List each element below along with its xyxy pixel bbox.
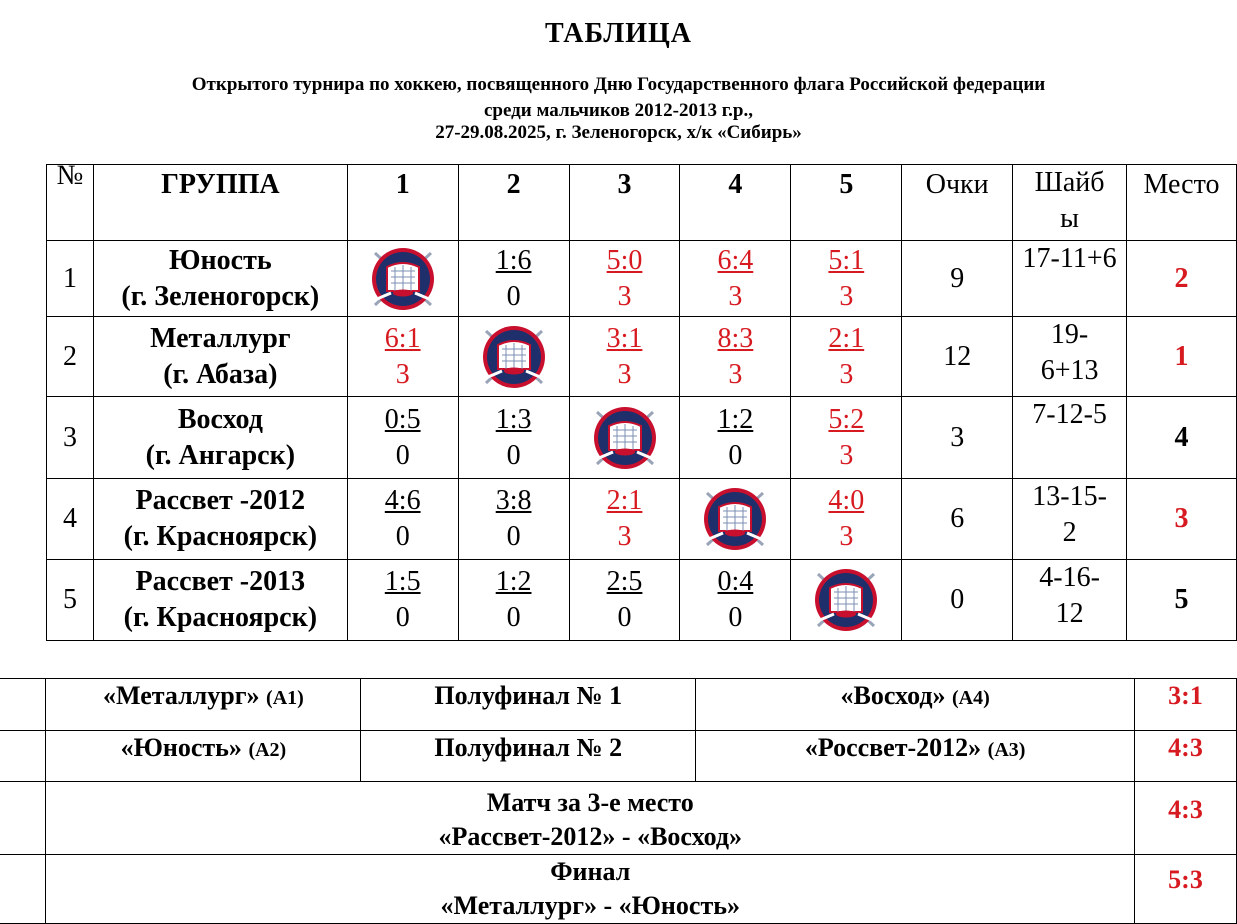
spacer xyxy=(0,855,46,924)
team-number: 3 xyxy=(47,397,94,479)
team-number: 2 xyxy=(47,317,94,397)
team-goals: 17-11+6 xyxy=(1013,241,1127,317)
match-result-cell: 1:3 0 xyxy=(458,397,569,479)
team-row xyxy=(47,560,1237,641)
team-row xyxy=(47,479,1237,560)
third-place-result: 4:3 xyxy=(1135,782,1237,855)
match-result-cell: 6:1 3 xyxy=(347,317,458,397)
col-1: 1 xyxy=(347,165,458,241)
self-match-cell xyxy=(680,479,791,560)
sf2-left: «Юность» (А2) xyxy=(46,731,361,782)
team-row xyxy=(47,397,1237,479)
match-result-cell: 1:6 0 xyxy=(458,241,569,317)
match-result-cell: 2:5 0 xyxy=(569,560,680,641)
self-match-cell xyxy=(458,317,569,397)
team-goals: 4-16- 12 xyxy=(1013,560,1127,641)
team-place: 5 xyxy=(1127,560,1237,641)
col-num: № xyxy=(47,165,94,241)
match-result-cell: 2:1 3 xyxy=(791,317,902,397)
sf1-label: Полуфинал № 1 xyxy=(361,679,696,731)
subtitle-line-2: среди мальчиков 2012-2013 г.р., xyxy=(483,100,753,121)
col-points: Очки xyxy=(902,165,1013,241)
self-match-cell xyxy=(569,397,680,479)
team-name-cell: Юность (г. Зеленогорск) xyxy=(93,241,347,317)
team-place: 4 xyxy=(1127,397,1237,479)
third-place-row xyxy=(0,782,1237,855)
team-points: 12 xyxy=(902,317,1013,397)
hockey-logo-icon xyxy=(478,321,550,393)
team-goals: 7-12-5 xyxy=(1013,397,1127,479)
sf1-right: «Восход» (А4) xyxy=(696,679,1135,731)
match-result-cell: 0:5 0 xyxy=(347,397,458,479)
team-row xyxy=(47,317,1237,397)
team-number: 1 xyxy=(47,241,94,317)
sf2-right: «Россвет-2012» (А3) xyxy=(696,731,1135,782)
subtitle-line-3: 27-29.08.2025, г. Зеленогорск, х/к «Сибирь» xyxy=(435,122,802,143)
self-match-cell xyxy=(347,241,458,317)
team-place: 2 xyxy=(1127,241,1237,317)
team-goals: 13-15- 2 xyxy=(1013,479,1127,560)
third-place-match: Матч за 3-е место «Рассвет-2012» - «Восход» xyxy=(46,782,1135,855)
team-place: 1 xyxy=(1127,317,1237,397)
team-points: 6 xyxy=(902,479,1013,560)
team-name-cell: Рассвет -2013 (г. Красноярск) xyxy=(93,560,347,641)
team-number: 4 xyxy=(47,479,94,560)
col-3: 3 xyxy=(569,165,680,241)
semifinal-1-row xyxy=(0,679,1237,731)
team-name-cell: Восход (г. Ангарск) xyxy=(93,397,347,479)
team-name-cell: Рассвет -2012 (г. Красноярск) xyxy=(93,479,347,560)
spacer xyxy=(0,782,46,855)
match-result-cell: 1:5 0 xyxy=(347,560,458,641)
team-points: 0 xyxy=(902,560,1013,641)
hockey-logo-icon xyxy=(589,402,661,474)
sf1-left: «Металлург» (А1) xyxy=(46,679,361,731)
subtitle-line-1: Открытого турнира по хоккею, посвященного Дню Государственного флага Российской федерации xyxy=(191,74,1046,95)
hockey-logo-icon xyxy=(367,243,439,315)
hockey-logo-icon xyxy=(699,483,771,555)
match-result-cell: 0:4 0 xyxy=(680,560,791,641)
team-place: 3 xyxy=(1127,479,1237,560)
spacer xyxy=(0,731,46,782)
match-result-cell: 5:0 3 xyxy=(569,241,680,317)
match-result-cell: 5:1 3 xyxy=(791,241,902,317)
team-number: 5 xyxy=(47,560,94,641)
col-place: Место xyxy=(1127,165,1237,241)
match-result-cell: 1:2 0 xyxy=(458,560,569,641)
col-5: 5 xyxy=(791,165,902,241)
header-row xyxy=(47,165,1237,241)
spacer xyxy=(0,679,46,731)
final-result: 5:3 xyxy=(1135,855,1237,924)
match-result-cell: 3:8 0 xyxy=(458,479,569,560)
team-name-cell: Металлург (г. Абаза) xyxy=(93,317,347,397)
team-row xyxy=(47,241,1237,317)
page-title: ТАБЛИЦА xyxy=(545,18,692,49)
match-result-cell: 3:1 3 xyxy=(569,317,680,397)
match-result-cell: 8:3 3 xyxy=(680,317,791,397)
final-row xyxy=(0,855,1237,924)
group-table xyxy=(46,160,1237,641)
sf2-label: Полуфинал № 2 xyxy=(361,731,696,782)
self-match-cell xyxy=(791,560,902,641)
final-match: Финал «Металлург» - «Юность» xyxy=(46,855,1135,924)
match-result-cell: 2:1 3 xyxy=(569,479,680,560)
match-result-cell: 1:2 0 xyxy=(680,397,791,479)
semifinal-2-row xyxy=(0,731,1237,782)
match-result-cell: 4:0 3 xyxy=(791,479,902,560)
sf1-result: 3:1 xyxy=(1135,679,1237,731)
match-result-cell: 4:6 0 xyxy=(347,479,458,560)
match-result-cell: 5:2 3 xyxy=(791,397,902,479)
sf2-result: 4:3 xyxy=(1135,731,1237,782)
team-points: 3 xyxy=(902,397,1013,479)
team-goals: 19- 6+13 xyxy=(1013,317,1127,397)
team-points: 9 xyxy=(902,241,1013,317)
match-result-cell: 6:4 3 xyxy=(680,241,791,317)
col-4: 4 xyxy=(680,165,791,241)
playoff-table xyxy=(0,678,1237,924)
col-2: 2 xyxy=(458,165,569,241)
col-goals: Шайб ы xyxy=(1013,165,1127,241)
col-group: ГРУППА xyxy=(93,165,347,241)
hockey-logo-icon xyxy=(810,564,882,636)
